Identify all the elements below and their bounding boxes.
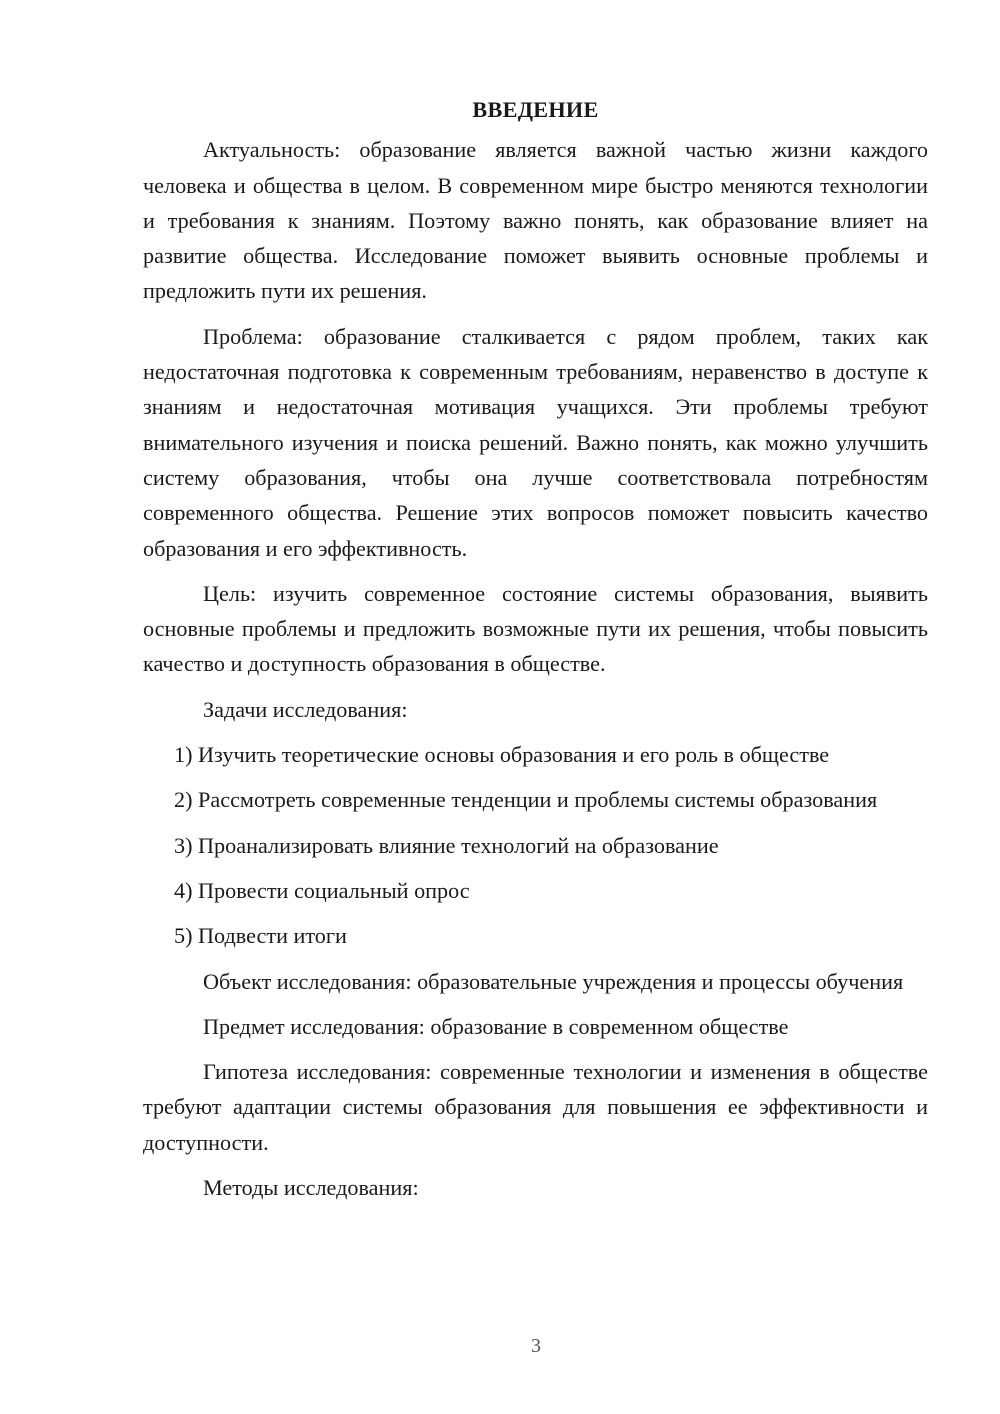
tasks-heading: Задачи исследования: — [203, 696, 408, 722]
document-page — [143, 92, 928, 1215]
research-object: Объект исследования: образовательные учреждения и процессы обучения — [203, 968, 904, 994]
research-subject: Предмет исследования: образование в современном обществе — [203, 1013, 789, 1039]
problem-paragraph: Проблема: образование сталкивается с рядом проблем, таких как недостаточная подготовка к современным требованиям, неравенство в доступе к знаниям и недостаточная мотивация учащихся. Эти проблемы требуют внимательного изучения и поиска решений. Важно понять, как можно улучшить систему образования, чтобы она лучше соответствовала потребностям современного общества. Решение этих вопросов поможет повысить качество образования и его эффективность. — [143, 323, 928, 561]
task-item-1: 1) Изучить теоретические основы образования и его роль в обществе — [174, 742, 830, 768]
research-methods: Методы исследования: — [203, 1175, 419, 1201]
goal-paragraph: Цель: изучить современное состояние системы образования, выявить основные проблемы и предложить возможные пути их решения, чтобы повысить качество и доступность образования в обществе. — [143, 580, 928, 677]
page-number: 3 — [531, 1335, 541, 1357]
task-item-2: 2) Рассмотреть современные тенденции и проблемы системы образования — [174, 787, 878, 813]
section-title: ВВЕДЕНИЕ — [472, 97, 599, 122]
task-item-4: 4) Провести социальный опрос — [174, 877, 470, 903]
task-item-5: 5) Подвести итоги — [174, 923, 347, 949]
task-item-3: 3) Проанализировать влияние технологий на образование — [174, 832, 719, 858]
relevance-paragraph: Актуальность: образование является важной частью жизни каждого человека и общества в целом. В современном мире быстро меняются технологии и требования к знаниям. Поэтому важно понять, как образование влияет на развитие общества. Исследование поможет выявить основные проблемы и предложить пути их решения. — [143, 137, 928, 304]
research-hypothesis: Гипотеза исследования: современные технологии и изменения в обществе требуют адаптации системы образования для повышения ее эффективности и доступности. — [143, 1059, 928, 1155]
